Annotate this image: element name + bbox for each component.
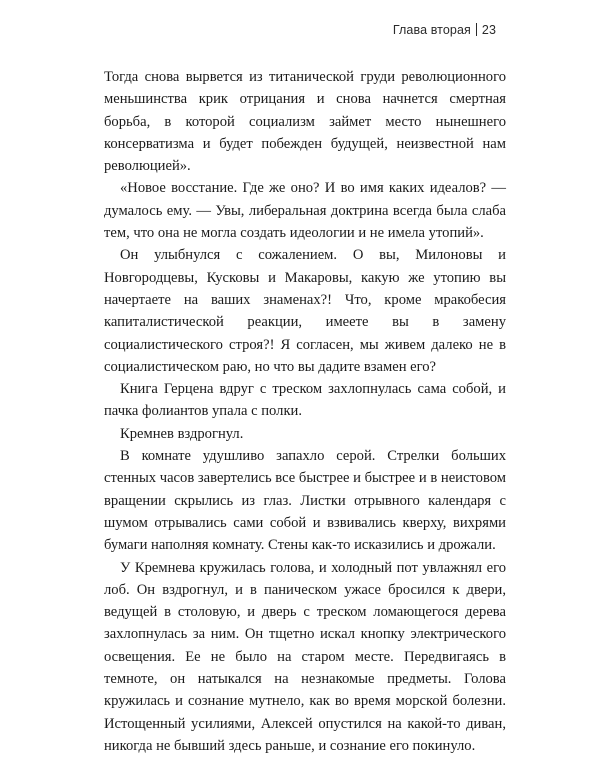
paragraph: Тогда снова вырвется из титанической груди революционного меньшинства крик отрицания и снова начнется смертная борьба, в которой социализм займет место нынешнего консерватизма и будет побежден будущей, неизвестной нам революцией».: [104, 69, 506, 175]
paragraph: У Кремнева кружилась голова, и холодный пот увлажнял его лоб. Он вздрогнул, и в паническом ужасе бросился к двери, ведущей в столовую, и дверь с треском ломающегося дерева захлопнулась за ним. Он тщетно искал кнопку электрического освещения. Ее не было на старом месте. Передвигаясь в темноте, он натыкался на незнакомые предметы. Голова кружилась и сознание мутнело, как во время морской болезни. Истощенный усилиями, Алексей опустился на какой-то диван, никогда не бывший здесь раньше, и сознание его покинуло.: [104, 559, 506, 754]
paragraph: В комнате удушливо запахло серой. Стрелки больших стенных часов завертелись все быстрее и быстрее и в неистовом вращении скрылись из глаз. Листки отрывного календаря с шумом отрывались сами собой и взвивались кверху, вихрями бумаги наполняя комнату. Стены как-то исказились и дрожали.: [104, 448, 506, 554]
paragraph: Он улыбнулся с сожалением. О вы, Милоновы и Новгородцевы, Кусковы и Макаровы, какую же утопию вы начертаете на ваших знаменах?! Что, кроме мракобесия капиталистической реакции, имеете вы в замену социалистического строя?! Я согласен, мы живем далеко не в социалистическом раю, но что вы дадите взамен его?: [104, 247, 506, 375]
paragraph: «Новое восстание. Где же оно? И во имя каких идеалов? — думалось ему. — Увы, либеральная доктрина всегда была слаба тем, что она не могла создать идеологии и не имела утопий».: [104, 180, 506, 242]
running-header: [393, 23, 496, 37]
header-separator: [476, 23, 477, 36]
page-number: 23: [481, 23, 496, 37]
paragraph: Книга Герцена вдруг с треском захлопнулась сама собой, и пачка фолиантов упала с полки.: [104, 381, 506, 420]
body-text: [104, 66, 506, 757]
chapter-title: Глава вторая: [392, 23, 471, 37]
paragraph: Кремнев вздрогнул.: [120, 425, 244, 442]
